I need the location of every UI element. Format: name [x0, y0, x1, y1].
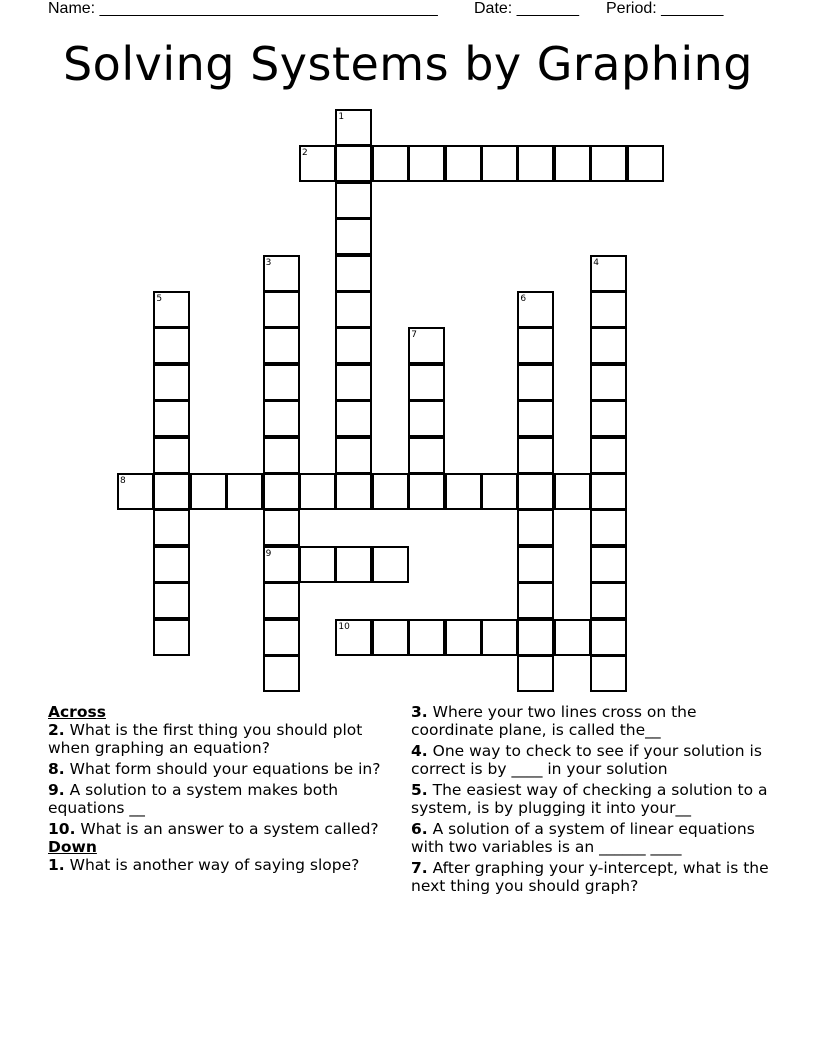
crossword-cell[interactable] [517, 145, 554, 182]
crossword-cell[interactable] [627, 145, 664, 182]
clue-number-label: 3 [265, 257, 272, 268]
clue-text: A solution of a system of linear equations with two variables is an ______ ____ [411, 820, 755, 856]
crossword-cell[interactable] [153, 364, 190, 401]
crossword-cell[interactable] [153, 400, 190, 437]
crossword-cell[interactable] [590, 364, 627, 401]
clue-number-label: 6 [520, 294, 527, 304]
crossword-cell[interactable] [408, 145, 445, 182]
crossword-cell[interactable] [481, 145, 518, 182]
crossword-cell[interactable] [335, 546, 372, 583]
crossword-cell[interactable] [263, 473, 300, 510]
clue-text: What is the first thing you should plot when graphing an equation? [48, 721, 363, 757]
crossword-cell[interactable] [554, 473, 591, 510]
across-header: Across [48, 703, 106, 721]
crossword-cell[interactable] [153, 327, 190, 364]
crossword-cell[interactable] [554, 145, 591, 182]
crossword-cell[interactable] [263, 291, 300, 328]
crossword-cell[interactable] [481, 619, 518, 656]
name-field[interactable]: Name: ______________________________________ [48, 0, 438, 17]
period-field[interactable]: Period: _______ [606, 0, 724, 17]
date-field[interactable]: Date: _______ [474, 0, 579, 17]
crossword-cell[interactable] [263, 364, 300, 401]
crossword-cell[interactable] [517, 364, 554, 401]
crossword-cell[interactable] [408, 619, 445, 656]
clue-across-9 [48, 781, 388, 817]
page-title: Solving Systems by Graphing [62, 37, 753, 91]
clue-number-label: 5 [156, 294, 163, 304]
crossword-cell[interactable] [554, 619, 591, 656]
crossword-cell[interactable] [408, 473, 445, 510]
crossword-cell[interactable] [590, 619, 627, 656]
clues-right-column [411, 703, 771, 898]
clue-across-8 [48, 760, 388, 778]
crossword-cell[interactable] [408, 437, 445, 474]
crossword-cell[interactable] [263, 619, 300, 656]
down-header: Down [48, 838, 97, 856]
crossword-cell[interactable] [299, 473, 336, 510]
clue-text: Where your two lines cross on the coordinate plane, is called the__ [411, 703, 697, 739]
crossword-cell[interactable] [263, 509, 300, 546]
crossword-cell[interactable] [517, 546, 554, 583]
crossword-cell[interactable] [372, 546, 409, 583]
crossword-cell[interactable] [590, 145, 627, 182]
crossword-cell[interactable] [153, 546, 190, 583]
crossword-cell[interactable] [517, 437, 554, 474]
clue-number-label: 4 [593, 257, 599, 268]
crossword-cell[interactable] [153, 473, 190, 510]
crossword-cell[interactable] [226, 473, 263, 510]
crossword-cell[interactable] [335, 437, 372, 474]
clue-number: 2. [48, 721, 65, 739]
crossword-cell[interactable] [517, 473, 554, 510]
clue-down-3 [411, 703, 771, 739]
clue-down-4 [411, 742, 771, 778]
crossword-cell[interactable] [408, 400, 445, 437]
clue-number-label: 1 [338, 112, 345, 122]
clue-number-label: 7 [411, 330, 417, 341]
clue-text: What is an answer to a system called? [80, 820, 379, 838]
clue-text: The easiest way of checking a solution to a system, is by plugging it into your__ [411, 781, 768, 817]
crossword-cell[interactable] [335, 400, 372, 437]
clue-text: What is another way of saying slope? [69, 856, 360, 874]
crossword-cell[interactable] [590, 437, 627, 474]
clues-left-column [48, 703, 388, 877]
clue-number: 10. [48, 820, 76, 838]
clue-number: 1. [48, 856, 65, 874]
crossword-cell[interactable] [590, 291, 627, 328]
clue-number: 4. [411, 742, 428, 760]
crossword-cell[interactable] [590, 582, 627, 619]
crossword-cell[interactable] [263, 655, 300, 692]
crossword-cell[interactable] [299, 546, 336, 583]
clue-text: What form should your equations be in? [69, 760, 381, 778]
clue-number: 5. [411, 781, 428, 799]
clue-text: One way to check to see if your solution is correct is by ____ in your solution [411, 742, 762, 778]
crossword-cell[interactable] [517, 327, 554, 364]
clue-down-5 [411, 781, 771, 817]
clue-number: 8. [48, 760, 65, 778]
clue-number-label: 8 [120, 476, 126, 486]
crossword-cell[interactable] [335, 291, 372, 328]
crossword-cell[interactable] [445, 619, 482, 656]
crossword-cell[interactable] [590, 473, 627, 510]
crossword-cell[interactable] [590, 509, 627, 546]
crossword-cell[interactable] [335, 182, 372, 219]
crossword-cell[interactable] [517, 582, 554, 619]
clue-number: 9. [48, 781, 65, 799]
crossword-cell[interactable] [372, 145, 409, 182]
crossword-cell[interactable] [263, 582, 300, 619]
crossword-cell[interactable] [335, 255, 372, 292]
crossword-cell[interactable] [153, 509, 190, 546]
clue-number-label: 10 [338, 621, 350, 632]
clue-down-1 [48, 856, 388, 874]
clue-number-label: 2 [302, 148, 308, 159]
crossword-cell[interactable] [153, 437, 190, 474]
crossword-cell[interactable] [335, 145, 372, 182]
crossword-cell[interactable] [335, 327, 372, 364]
clue-text: A solution to a system makes both equations __ [48, 781, 339, 817]
crossword-cell[interactable] [590, 546, 627, 583]
crossword-cell[interactable] [263, 400, 300, 437]
crossword-cell[interactable] [445, 473, 482, 510]
crossword-cell[interactable] [372, 473, 409, 510]
crossword-cell[interactable] [263, 437, 300, 474]
clue-text: After graphing your y-intercept, what is the next thing you should graph? [411, 859, 769, 895]
clue-number-label: 9 [265, 548, 272, 559]
crossword-cell[interactable] [263, 327, 300, 364]
crossword-cell[interactable] [517, 655, 554, 692]
crossword-cell[interactable] [335, 218, 372, 255]
crossword-cell[interactable] [445, 145, 482, 182]
clue-across-2 [48, 721, 388, 757]
crossword-cell[interactable] [517, 619, 554, 656]
crossword-cell[interactable] [153, 619, 190, 656]
crossword-cell[interactable] [408, 364, 445, 401]
crossword-cell[interactable] [335, 364, 372, 401]
clue-down-7 [411, 859, 771, 895]
clue-down-6 [411, 820, 771, 856]
crossword-cell[interactable] [372, 619, 409, 656]
crossword-cell[interactable] [517, 509, 554, 546]
clue-number: 7. [411, 859, 428, 877]
crossword-cell[interactable] [335, 473, 372, 510]
crossword-cell[interactable] [153, 582, 190, 619]
crossword-cell[interactable] [590, 400, 627, 437]
crossword-cell[interactable] [590, 327, 627, 364]
crossword-cell[interactable] [190, 473, 227, 510]
clue-number: 3. [411, 703, 428, 721]
crossword-cell[interactable] [517, 400, 554, 437]
clue-across-10 [48, 820, 388, 838]
crossword-cell[interactable] [590, 655, 627, 692]
crossword-cell[interactable] [481, 473, 518, 510]
clue-number: 6. [411, 820, 428, 838]
